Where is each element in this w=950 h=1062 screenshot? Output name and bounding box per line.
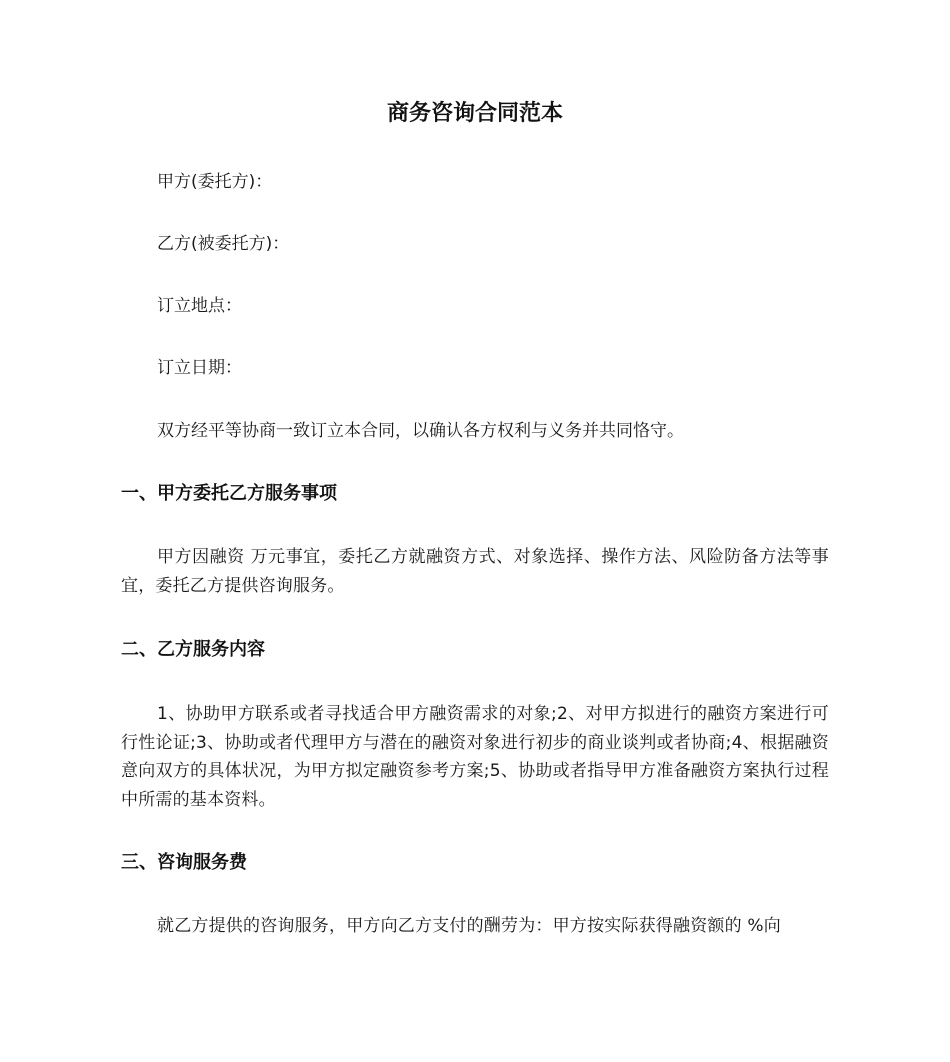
document-title: 商务咨询合同范本 <box>386 101 563 126</box>
section-1-heading: 一、甲方委托乙方服务事项 <box>121 483 337 504</box>
section-3-body: 就乙方提供的咨询服务，甲方向乙方支付的酬劳为：甲方按实际获得融资额的 %向 <box>157 916 781 936</box>
signing-place-field: 订立地点： <box>157 296 242 316</box>
section-2-body: 1、协助甲方联系或者寻找适合甲方融资需求的对象;2、对甲方拟进行的融资方案进行可行性论证;3、协助或者代理甲方与潜在的融资对象进行初步的商业谈判或者协商;4、根据融资意向双方的具体状况，为甲方拟定融资参考方案;5、协助或者指导甲方准备融资方案执行过程中所需的基本资料。 <box>121 704 829 810</box>
intro-paragraph: 双方经平等协商一致订立本合同，以确认各方权利与义务并共同恪守。 <box>157 421 684 441</box>
section-1-body: 甲方因融资 万元事宜，委托乙方就融资方式、对象选择、操作方法、风险防备方法等事宜，委托乙方提供咨询服务。 <box>121 547 829 596</box>
signing-date-field: 订立日期： <box>157 358 242 378</box>
section-2-heading: 二、乙方服务内容 <box>121 639 265 660</box>
party-a-field: 甲方(委托方)： <box>157 172 273 192</box>
party-b-field: 乙方(被委托方)： <box>157 234 290 254</box>
section-3-heading: 三、咨询服务费 <box>121 852 247 873</box>
